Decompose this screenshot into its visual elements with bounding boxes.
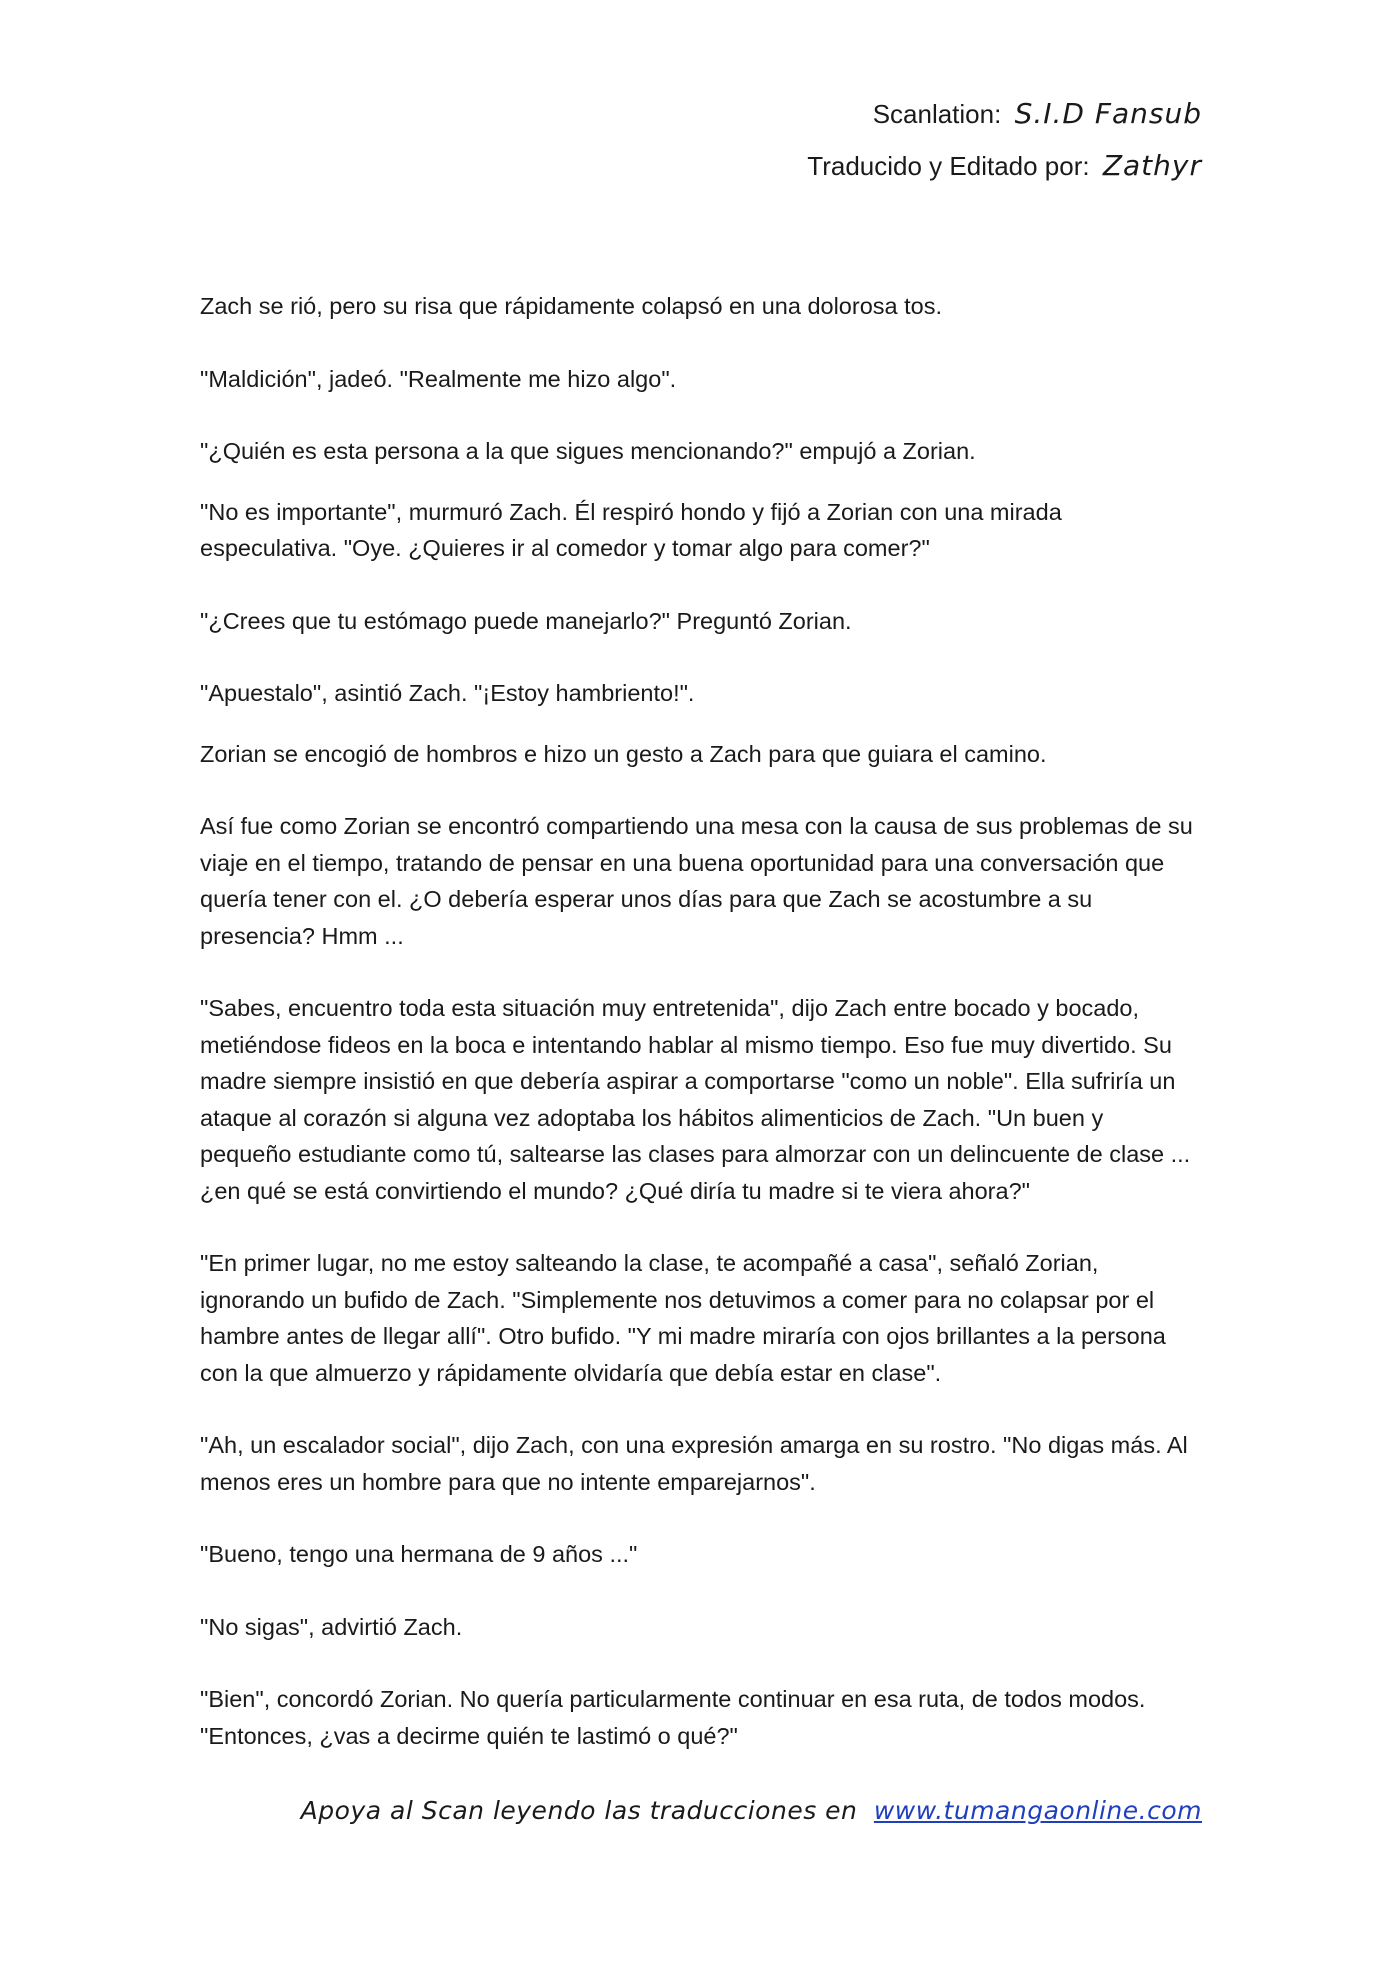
scanlation-label: Scanlation: (872, 99, 1002, 129)
paragraph-5: "¿Crees que tu estómago puede manejarlo?" Preguntó Zorian. (200, 607, 852, 634)
paragraph-13: "No sigas", advirtió Zach. (200, 1613, 463, 1640)
translator-name: Zathyr (1102, 149, 1202, 182)
scanlation-group: S.I.D Fansub (1014, 97, 1202, 130)
paragraph-11: "Ah, un escalador social", dijo Zach, con una expresión amarga en su rostro. "No digas más. Al menos eres un hombre para que no intente emparejarnos". (200, 1432, 1188, 1495)
paragraph-2: "Maldición", jadeó. "Realmente me hizo algo". (200, 365, 677, 392)
translator-label: Traducido y Editado por: (807, 151, 1090, 181)
paragraph-8: Así fue como Zorian se encontró compartiendo una mesa con la causa de sus problemas de su viaje en el tiempo, tratando de pensar en una buena oportunidad para una conversación que quería tener con el. ¿O debería esperar unos días para que Zach se acostumbre a su presencia? Hmm ... (200, 813, 1193, 949)
story-body (200, 288, 1200, 1754)
paragraph-7: Zorian se encogió de hombros e hizo un gesto a Zach para que guiara el camino. (200, 740, 1047, 767)
support-text: Apoya al Scan leyendo las traducciones en (300, 1796, 858, 1825)
tumangaonline-link[interactable]: www.tumangaonline.com (873, 1796, 1202, 1825)
paragraph-6: "Apuestalo", asintió Zach. "¡Estoy hambriento!". (200, 680, 695, 706)
paragraph-14: "Bien", concordó Zorian. No quería particularmente continuar en esa ruta, de todos modos. "Entonces, ¿vas a decirme quién te lastimó o qué?" (200, 1686, 1146, 1749)
scanlation-line (807, 88, 1202, 140)
paragraph-1: Zach se rió, pero su risa que rápidamente colapsó en una dolorosa tos. (200, 293, 942, 319)
paragraph-10: "En primer lugar, no me estoy salteando la clase, te acompañé a casa", señaló Zorian, ignorando un bufido de Zach. "Simplemente nos detuvimos a comer para no colapsar por el hambre antes de llegar allí". Otro bufido. "Y mi madre miraría con ojos brillantes a la persona con la que almuerzo y rápidamente olvidaría que debía estar en clase". (200, 1250, 1166, 1386)
paragraph-12: "Bueno, tengo una hermana de 9 años ..." (200, 1541, 638, 1567)
paragraph-9: "Sabes, encuentro toda esta situación muy entretenida", dijo Zach entre bocado y bocado, metiéndose fideos en la boca e intentando hablar al mismo tiempo. Eso fue muy divertido. Su madre siempre insistió en que debería aspirar a comportarse "como un noble". Ella sufriría un ataque al corazón si alguna vez adoptaba los hábitos alimenticios de Zach. "Un buen y pequeño estudiante como tú, saltearse las clases para almorzar con un delincuente de clase ... ¿en qué se está convirtiendo el mundo? ¿Qué diría tu madre si te viera ahora?" (200, 995, 1191, 1204)
paragraph-3: "¿Quién es esta persona a la que sigues mencionando?" empujó a Zorian. (200, 438, 976, 464)
credits-header (807, 88, 1202, 192)
translator-line (807, 140, 1202, 192)
paragraph-4: "No es importante", murmuró Zach. Él respiró hondo y fijó a Zorian con una mirada especulativa. "Oye. ¿Quieres ir al comedor y tomar algo para comer?" (200, 498, 1062, 561)
support-footer (301, 1796, 1202, 1825)
